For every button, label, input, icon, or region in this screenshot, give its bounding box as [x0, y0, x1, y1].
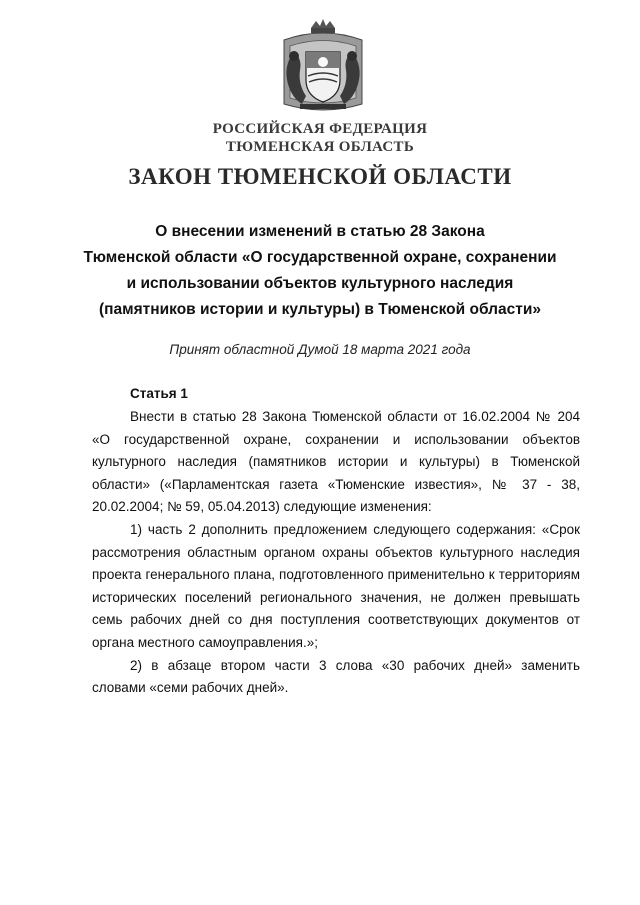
title-line: и использовании объектов культурного наследия	[126, 275, 514, 292]
law-title	[80, 219, 560, 323]
adoption-date: Принят областной Думой 18 марта 2021 года	[169, 342, 471, 357]
article-body	[92, 406, 580, 700]
title-line: (памятников истории и культуры) в Тюменской области»	[99, 301, 541, 318]
title-line: Тюменской области «О государственной охране, сохранении	[83, 249, 557, 266]
paragraph: 1) часть 2 дополнить предложением следующего содержания: «Срок рассмотрения областным органом охраны объектов культурного наследия проекта генерального плана, подготовленного применительно к территориям исторических поселений регионального значения, не должен превышать семь рабочих дней со дня поступления соответствующих документов от органа местного самоуправления.»;	[92, 521, 580, 650]
tyumen-coat-of-arms-icon	[278, 18, 368, 118]
title-line: О внесении изменений в статью 28 Закона	[155, 223, 485, 240]
country-heading: РОССИЙСКАЯ ФЕДЕРАЦИЯ	[212, 121, 428, 137]
region-heading: ТЮМЕНСКАЯ ОБЛАСТЬ	[225, 139, 415, 155]
paragraph: 2) в абзаце втором части 3 слова «30 рабочих дней» заменить словами «семи рабочих дней».	[92, 657, 580, 696]
paragraph: Внести в статью 28 Закона Тюменской области от 16.02.2004 № 204 «О государственной охране, сохранении и использовании объектов культурного наследия (памятников истории и культуры) в Тюменской области» («Парламентская газета «Тюменские известия», № 37 - 38, 20.02.2004; № 59, 05.04.2013) следующие изменения:	[92, 409, 580, 515]
law-heading: ЗАКОН ТЮМЕНСКОЙ ОБЛАСТИ	[128, 164, 512, 189]
article-heading: Статья 1	[130, 386, 188, 401]
